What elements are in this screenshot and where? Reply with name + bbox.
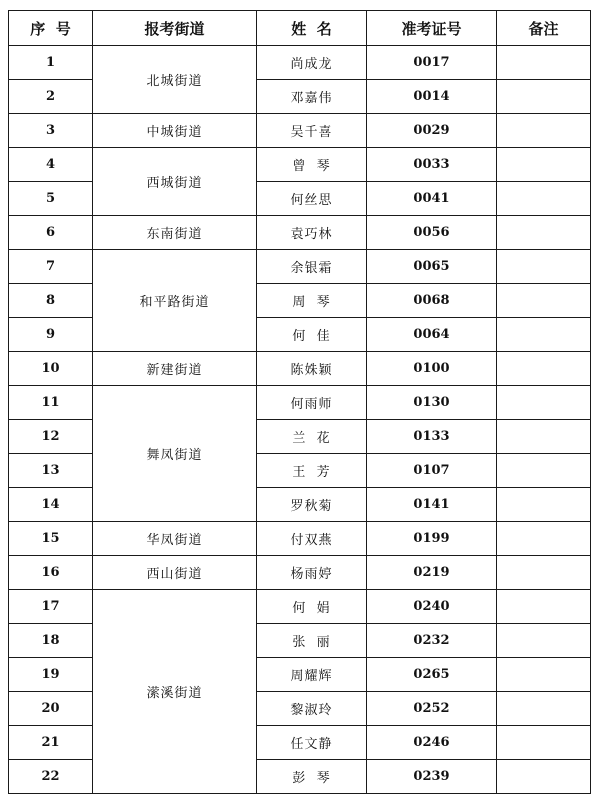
seq-cell: 6 <box>9 216 93 250</box>
seq-cell: 11 <box>9 386 93 420</box>
name-cell: 付双燕 <box>257 522 367 556</box>
table-row <box>9 590 591 624</box>
seq-cell: 7 <box>9 250 93 284</box>
seq-cell: 12 <box>9 420 93 454</box>
street-cell: 西城街道 <box>93 148 257 216</box>
seq-cell: 13 <box>9 454 93 488</box>
seq-cell: 15 <box>9 522 93 556</box>
ticket-cell: 0029 <box>367 114 497 148</box>
table-row <box>9 386 591 420</box>
ticket-cell: 0239 <box>367 760 497 794</box>
ticket-cell: 0068 <box>367 284 497 318</box>
name-cell: 何 佳 <box>257 318 367 352</box>
street-cell: 西山街道 <box>93 556 257 590</box>
street-cell: 华凤街道 <box>93 522 257 556</box>
name-cell: 彭 琴 <box>257 760 367 794</box>
name-cell: 吴千喜 <box>257 114 367 148</box>
remark-cell <box>497 250 591 284</box>
street-cell: 舞凤街道 <box>93 386 257 522</box>
seq-cell: 9 <box>9 318 93 352</box>
name-cell: 何 娟 <box>257 590 367 624</box>
ticket-cell: 0130 <box>367 386 497 420</box>
table-row <box>9 148 591 182</box>
header-ticket: 准考证号 <box>367 11 497 46</box>
remark-cell <box>497 420 591 454</box>
ticket-cell: 0065 <box>367 250 497 284</box>
seq-cell: 18 <box>9 624 93 658</box>
table-row <box>9 352 591 386</box>
name-cell: 袁巧林 <box>257 216 367 250</box>
seq-cell: 10 <box>9 352 93 386</box>
seq-cell: 4 <box>9 148 93 182</box>
seq-cell: 1 <box>9 46 93 80</box>
ticket-cell: 0246 <box>367 726 497 760</box>
seq-cell: 16 <box>9 556 93 590</box>
remark-cell <box>497 182 591 216</box>
name-cell: 张 丽 <box>257 624 367 658</box>
ticket-cell: 0219 <box>367 556 497 590</box>
seq-cell: 8 <box>9 284 93 318</box>
header-street: 报考街道 <box>93 11 257 46</box>
remark-cell <box>497 284 591 318</box>
remark-cell <box>497 148 591 182</box>
ticket-cell: 0141 <box>367 488 497 522</box>
remark-cell <box>497 760 591 794</box>
table-row <box>9 46 591 80</box>
name-cell: 尚成龙 <box>257 46 367 80</box>
remark-cell <box>497 590 591 624</box>
header-remark: 备注 <box>497 11 591 46</box>
name-cell: 余银霜 <box>257 250 367 284</box>
name-cell: 周 琴 <box>257 284 367 318</box>
remark-cell <box>497 352 591 386</box>
seq-cell: 17 <box>9 590 93 624</box>
remark-cell <box>497 46 591 80</box>
remark-cell <box>497 216 591 250</box>
name-cell: 曾 琴 <box>257 148 367 182</box>
name-cell: 任文静 <box>257 726 367 760</box>
ticket-cell: 0107 <box>367 454 497 488</box>
seq-cell: 20 <box>9 692 93 726</box>
ticket-cell: 0252 <box>367 692 497 726</box>
name-cell: 何雨师 <box>257 386 367 420</box>
ticket-cell: 0199 <box>367 522 497 556</box>
ticket-cell: 0064 <box>367 318 497 352</box>
header-seq: 序 号 <box>9 11 93 46</box>
table-row <box>9 556 591 590</box>
seq-cell: 14 <box>9 488 93 522</box>
remark-cell <box>497 114 591 148</box>
ticket-cell: 0041 <box>367 182 497 216</box>
ticket-cell: 0240 <box>367 590 497 624</box>
street-cell: 潆溪街道 <box>93 590 257 794</box>
seq-cell: 21 <box>9 726 93 760</box>
remark-cell <box>497 692 591 726</box>
remark-cell <box>497 624 591 658</box>
remark-cell <box>497 522 591 556</box>
remark-cell <box>497 556 591 590</box>
remark-cell <box>497 454 591 488</box>
street-cell: 和平路街道 <box>93 250 257 352</box>
table-header-row <box>9 11 591 46</box>
seq-cell: 5 <box>9 182 93 216</box>
street-cell: 东南街道 <box>93 216 257 250</box>
ticket-cell: 0014 <box>367 80 497 114</box>
seq-cell: 2 <box>9 80 93 114</box>
ticket-cell: 0232 <box>367 624 497 658</box>
name-cell: 杨雨婷 <box>257 556 367 590</box>
ticket-cell: 0017 <box>367 46 497 80</box>
ticket-cell: 0056 <box>367 216 497 250</box>
table-row <box>9 250 591 284</box>
name-cell: 陈姝颖 <box>257 352 367 386</box>
seq-cell: 3 <box>9 114 93 148</box>
ticket-cell: 0265 <box>367 658 497 692</box>
ticket-cell: 0033 <box>367 148 497 182</box>
ticket-cell: 0100 <box>367 352 497 386</box>
name-cell: 王 芳 <box>257 454 367 488</box>
candidate-roster-table <box>8 10 591 794</box>
name-cell: 兰 花 <box>257 420 367 454</box>
remark-cell <box>497 726 591 760</box>
seq-cell: 19 <box>9 658 93 692</box>
name-cell: 罗秋菊 <box>257 488 367 522</box>
street-cell: 北城街道 <box>93 46 257 114</box>
remark-cell <box>497 386 591 420</box>
remark-cell <box>497 318 591 352</box>
name-cell: 黎淑玲 <box>257 692 367 726</box>
street-cell: 中城街道 <box>93 114 257 148</box>
table-row <box>9 216 591 250</box>
street-cell: 新建街道 <box>93 352 257 386</box>
remark-cell <box>497 488 591 522</box>
name-cell: 何丝思 <box>257 182 367 216</box>
header-name: 姓 名 <box>257 11 367 46</box>
ticket-cell: 0133 <box>367 420 497 454</box>
remark-cell <box>497 658 591 692</box>
table-row <box>9 522 591 556</box>
remark-cell <box>497 80 591 114</box>
table-row <box>9 114 591 148</box>
name-cell: 邓嘉伟 <box>257 80 367 114</box>
name-cell: 周耀辉 <box>257 658 367 692</box>
seq-cell: 22 <box>9 760 93 794</box>
